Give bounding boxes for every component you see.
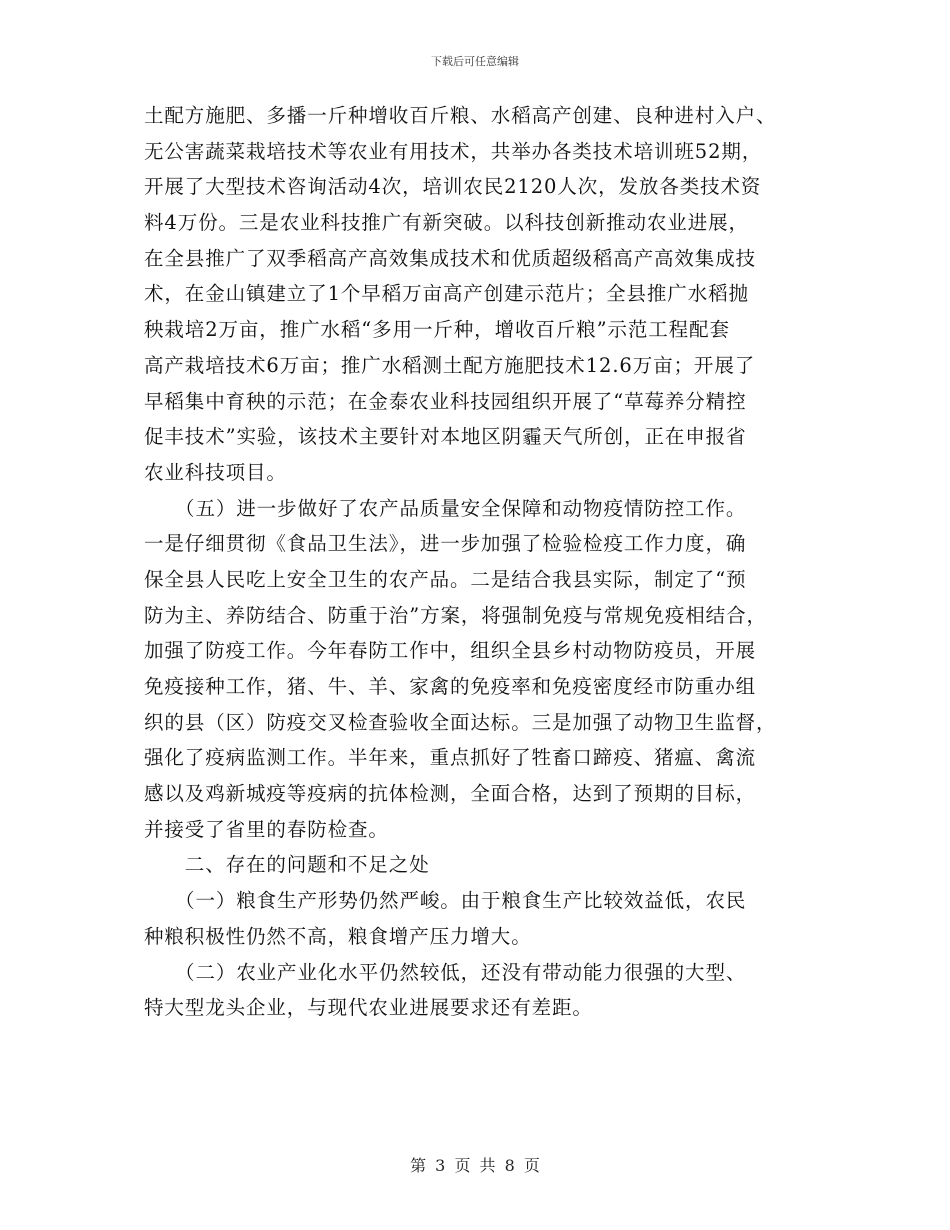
body-line: 加强了防疫工作。今年春防工作中，组织全县乡村动物防疫员，开展 <box>144 639 757 663</box>
body-line: 秧栽培2万亩，推广水稻“多用一斤种，增收百斤粮”示范工程配套 <box>144 318 730 342</box>
section-two-heading: 二、存在的问题和不足之处 <box>144 853 430 877</box>
body-line: 无公害蔬菜栽培技术等农业有用技术，共举办各类技术培训班52期， <box>144 139 763 163</box>
body-line: 促丰技术”实验，该技术主要针对本地区阴霾天气所创，正在申报省 <box>144 425 747 449</box>
body-line: 术，在金山镇建立了1个早稻万亩高产创建示范片；全县推广水稻抛 <box>144 282 749 306</box>
body-line: 织的县（区）防疫交叉检查验收全面达标。三是加强了动物卫生监督， <box>144 710 777 734</box>
body-line: 开展了大型技术咨询活动4次，培训农民2120人次，发放各类技术资 <box>144 175 762 199</box>
body-line: 料4万份。三是农业科技推广有新突破。以科技创新推动农业进展， <box>144 211 749 235</box>
body-line: 并接受了省里的春防检查。 <box>144 817 389 841</box>
problem-two-line: （二）农业产业化水平仍然较低，还没有带动能力很强的大型、 <box>144 960 747 984</box>
body-line: 保全县人民吃上安全卫生的农产品。二是结合我县实际，制定了“预 <box>144 567 747 591</box>
body-line: 早稻集中育秧的示范；在金泰农业科技园组织开展了“草莓养分精控 <box>144 389 747 413</box>
body-line: 感以及鸡新城疫等疫病的抗体检测，全面合格，达到了预期的目标， <box>144 782 757 806</box>
body-line: 防为主、养防结合、防重于治”方案，将强制免疫与常规免疫相结合， <box>144 603 767 627</box>
body-line: 农业科技项目。 <box>144 460 287 484</box>
page-header-note: 下载后可任意编辑 <box>431 55 519 68</box>
body-line: 免疫接种工作，猪、牛、羊、家禽的免疫率和免疫密度经市防重办组 <box>144 675 757 698</box>
problem-one-line: （一）粮食生产形势仍然严峻。由于粮食生产比较效益低，农民 <box>144 889 747 913</box>
body-line: 种粮积极性仍然不高，粮食增产压力增大。 <box>144 924 532 948</box>
body-line: 在全县推广了双季稻高产高效集成技术和优质超级稻高产高效集成技 <box>144 246 757 270</box>
body-line: 强化了疫病监测工作。半年来，重点抓好了牲畜口蹄疫、猪瘟、禽流 <box>144 746 757 770</box>
section-five-heading-line: （五）进一步做好了农产品质量安全保障和动物疫情防控工作。 <box>144 496 747 520</box>
body-line: 高产栽培技术6万亩；推广水稻测土配方施肥技术12.6万亩；开展了 <box>144 353 756 377</box>
document-body <box>144 98 806 1026</box>
page-number-footer: 第 3 页 共 8 页 <box>410 1156 540 1175</box>
body-line: 特大型龙头企业，与现代农业进展要求还有差距。 <box>144 996 593 1020</box>
body-line: 一是仔细贯彻《食品卫生法》，进一步加强了检验检疫工作力度，确 <box>144 532 747 556</box>
body-line: 土配方施肥、多播一斤种增收百斤粮、水稻高产创建、良种进村入户、 <box>144 104 777 127</box>
